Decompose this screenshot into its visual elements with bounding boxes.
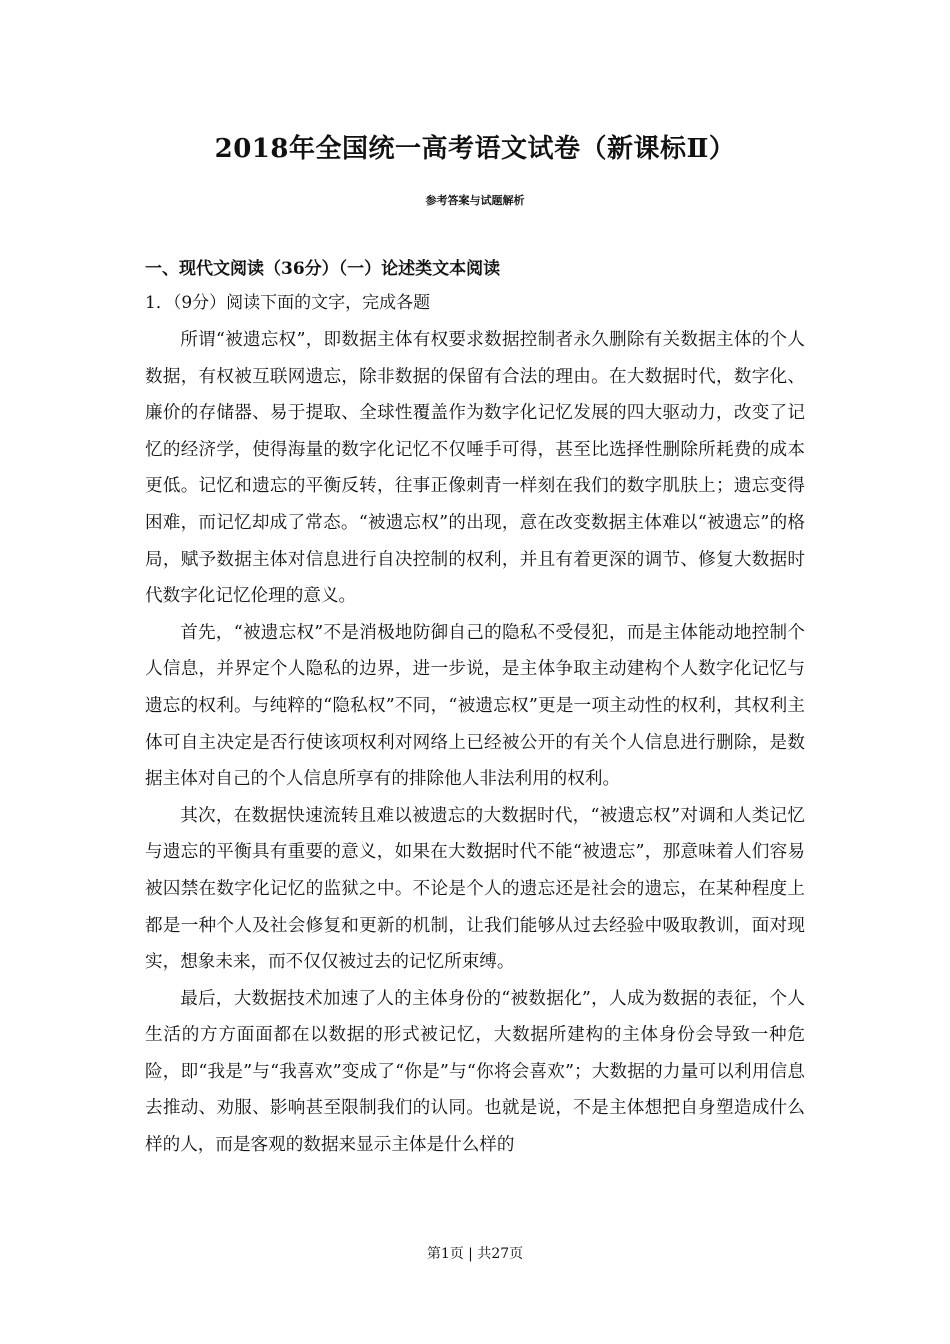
passage-paragraph: 其次，在数据快速流转且难以被遗忘的大数据时代，“被遗忘权”对调和人类记忆与遗忘的平衡具有重要的意义，如果在大数据时代不能“被遗忘”，那意味着人们容易被囚禁在数字化记忆的监狱之中。不论是个人的遗忘还是社会的遗忘，在某种程度上都是一种个人及社会修复和更新的机制，让我们能够从过去经验中吸取教训，面对现实，想象未来，而不仅仅被过去的记忆所束缚。 [145, 805, 805, 973]
document-title: 2018年全国统一高考语文试卷（新课标Ⅱ） [214, 134, 736, 164]
passage-paragraph: 最后，大数据技术加速了人的主体身份的“被数据化”，人成为数据的表征，个人生活的方方面面都在以数据的形式被记忆，大数据所建构的主体身份会导致一种危险，即“我是”与“我喜欢”变成了“你是”与“你将会喜欢”；大数据的力量可以利用信息去推动、劝服、影响甚至限制我们的认同。也就是说，不是主体想把自身塑造成什么样的人，而是客观的数据来显示主体是什么样的 [145, 988, 805, 1156]
page-footer: 第1页 | 共27页 [426, 1246, 524, 1262]
document-subtitle: 参考答案与试题解析 [425, 194, 525, 207]
passage-paragraph: 所谓“被遗忘权”，即数据主体有权要求数据控制者永久删除有关数据主体的个人数据，有权被互联网遗忘，除非数据的保留有合法的理由。在大数据时代，数字化、廉价的存储器、易于提取、全球性覆盖作为数字化记忆发展的四大驱动力，改变了记忆的经济学，使得海量的数字化记忆不仅唾手可得，甚至比选择性删除所耗费的成本更低。记忆和遗忘的平衡反转，往事正像刺青一样刻在我们的数字肌肤上；遗忘变得困难，而记忆却成了常态。“被遗忘权”的出现，意在改变数据主体难以“被遗忘”的格局，赋予数据主体对信息进行自决控制的权利，并且有着更深的调节、修复大数据时代数字化记忆伦理的意义。 [145, 330, 805, 607]
passage-paragraph: 首先，“被遗忘权”不是消极地防御自己的隐私不受侵犯，而是主体能动地控制个人信息，并界定个人隐私的边界，进一步说，是主体争取主动建构个人数字化记忆与遗忘的权利。与纯粹的“隐私权”不同，“被遗忘权”更是一项主动性的权利，其权利主体可自主决定是否行使该项权利对网络上已经被公开的有关个人信息进行删除，是数据主体对自己的个人信息所享有的排除他人非法利用的权利。 [145, 622, 805, 790]
reading-passage [145, 322, 805, 1164]
question-prompt: 1．（9分）阅读下面的文字，完成各题 [145, 293, 431, 313]
section-heading: 一、现代文阅读（36分）（一）论述类文本阅读 [145, 259, 501, 279]
